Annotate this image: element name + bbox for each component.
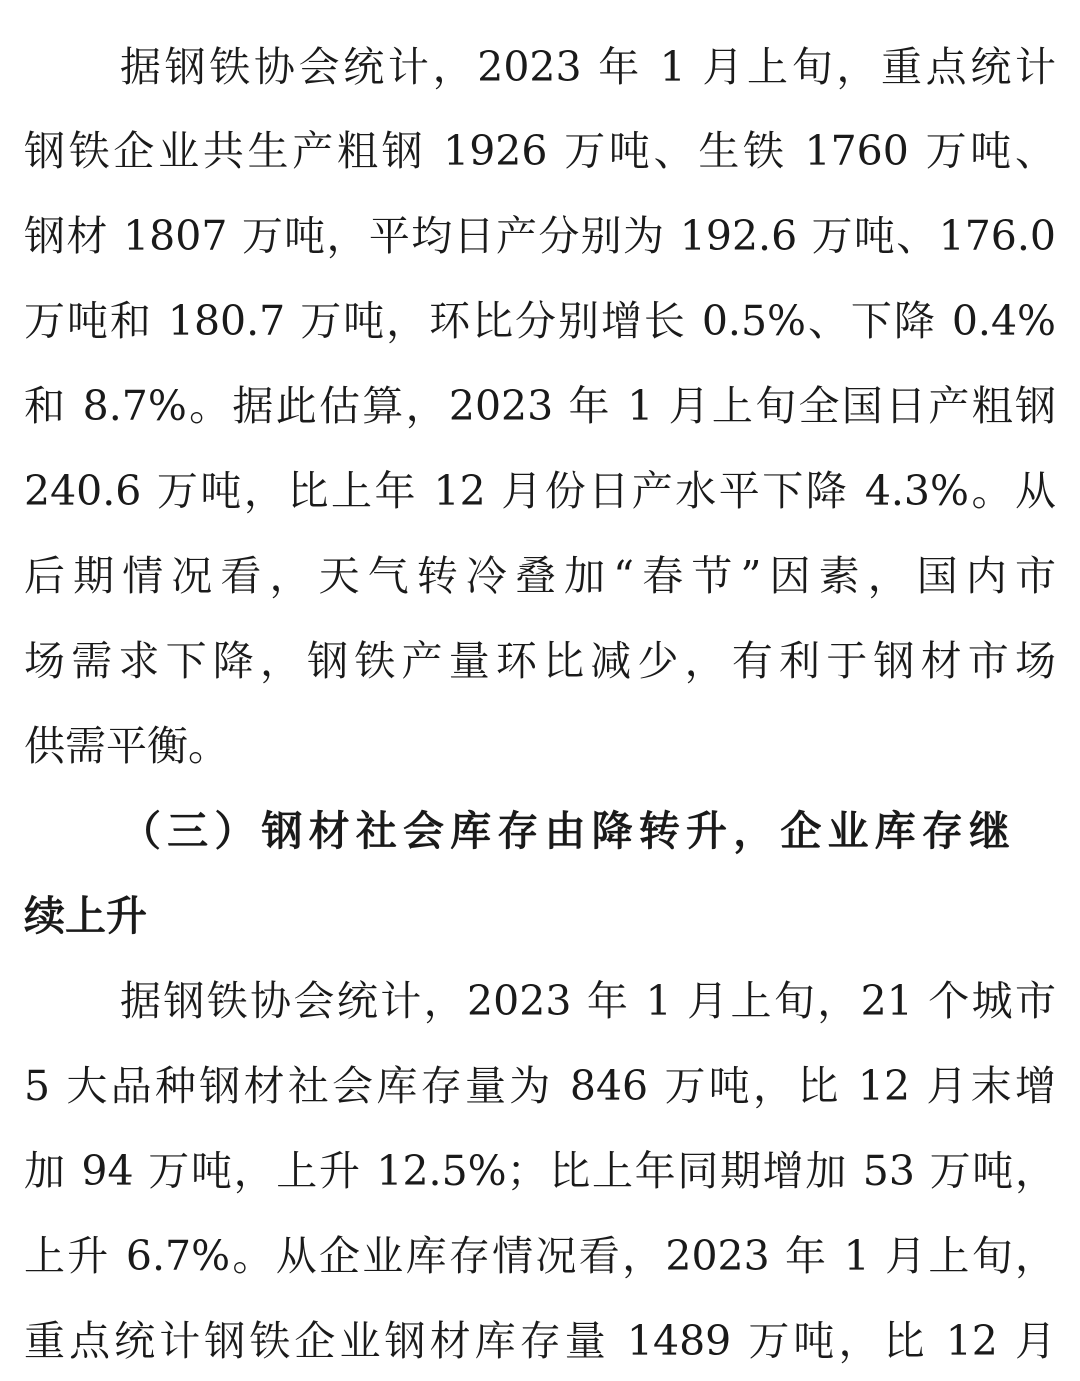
section-heading-line-1: （三）钢材社会库存由降转升，企业库存继: [120, 807, 1010, 855]
paragraph-1-line-5: 和 8.7%。据此估算，2023 年 1 月上旬全国日产粗钢: [24, 382, 1056, 430]
paragraph-2-line-1: 据钢铁协会统计，2023 年 1 月上旬，21 个城市: [120, 977, 1056, 1025]
paragraph-1-line-2: 钢铁企业共生产粗钢 1926 万吨、生铁 1760 万吨、: [24, 127, 1056, 175]
paragraph-2-line-2: 5 大品种钢材社会库存量为 846 万吨，比 12 月末增: [24, 1062, 1056, 1110]
paragraph-1-line-1: 据钢铁协会统计，2023 年 1 月上旬，重点统计: [120, 43, 1056, 91]
paragraph-1-line-6: 240.6 万吨，比上年 12 月份日产水平下降 4.3%。从: [24, 467, 1056, 515]
paragraph-1-line-7: 后期情况看，天气转冷叠加“春节”因素，国内市: [24, 552, 1056, 600]
paragraph-2-line-4: 上升 6.7%。从企业库存情况看，2023 年 1 月上旬，: [24, 1232, 1056, 1280]
paragraph-2-line-3: 加 94 万吨，上升 12.5%；比上年同期增加 53 万吨，: [24, 1147, 1056, 1195]
paragraph-1-line-3: 钢材 1807 万吨，平均日产分别为 192.6 万吨、176.0: [24, 212, 1056, 260]
paragraph-1-line-8: 场需求下降，钢铁产量环比减少，有利于钢材市场: [24, 637, 1056, 685]
paragraph-2-line-5: 重点统计钢铁企业钢材库存量 1489 万吨，比 12 月: [24, 1317, 1056, 1365]
paragraph-1-line-4: 万吨和 180.7 万吨，环比分别增长 0.5%、下降 0.4%: [24, 297, 1056, 345]
section-heading-line-2: 续上升: [24, 892, 147, 940]
paragraph-1-line-9: 供需平衡。: [24, 722, 229, 770]
